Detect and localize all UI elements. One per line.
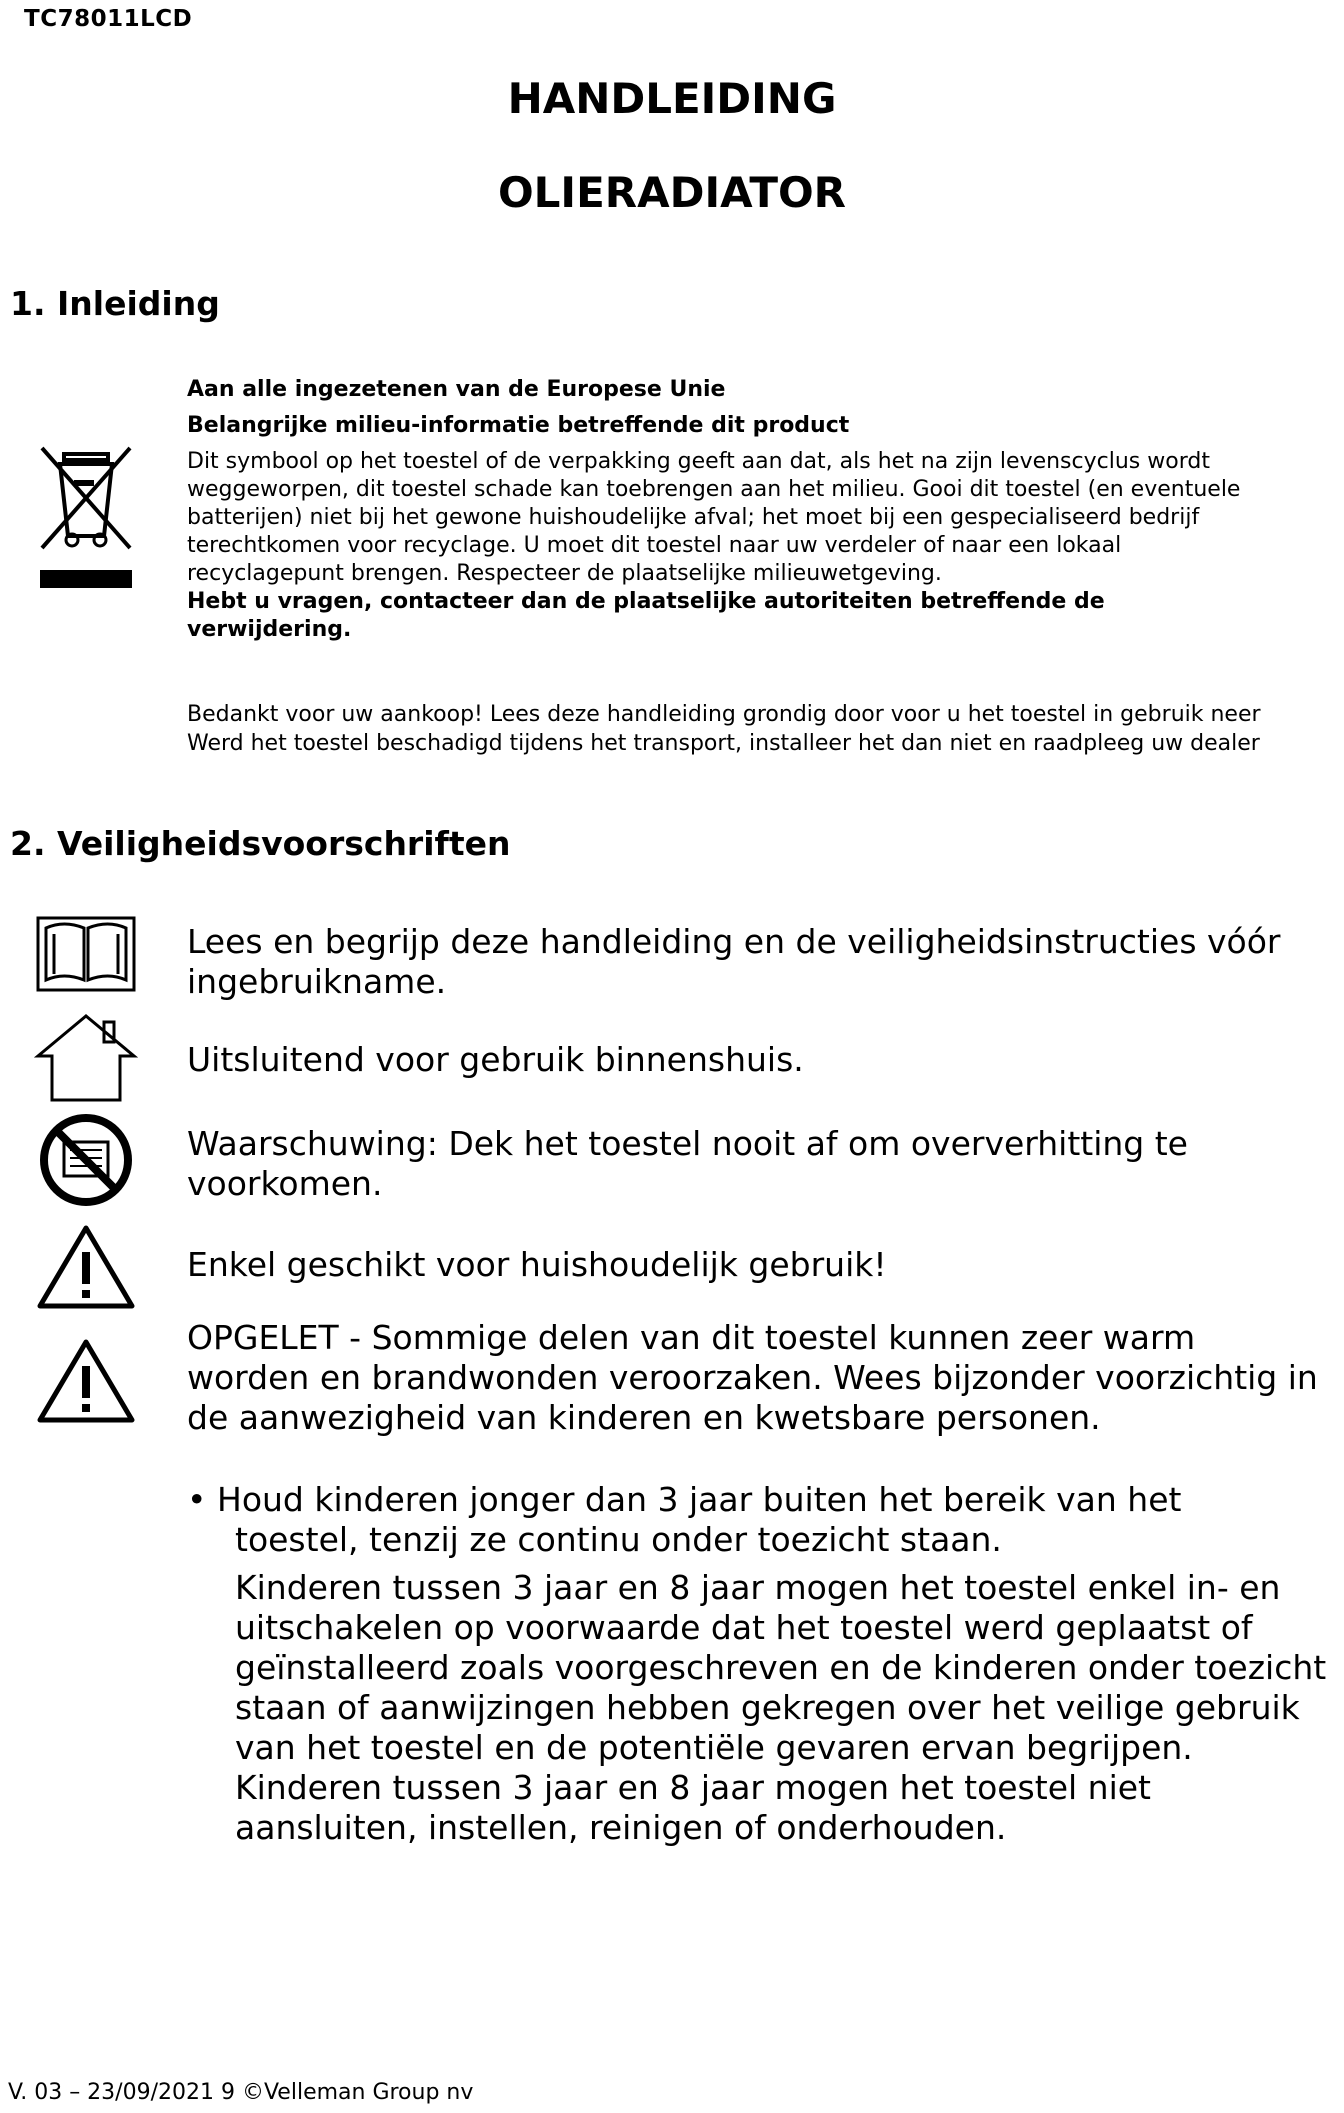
safety-item-indoor [187,1040,1327,1080]
safety-line: ingebruikname. [187,962,447,1001]
indoor-house-icon [34,1010,138,1106]
safety-item-do-not-cover [187,1124,1327,1204]
bullet-line: van het toestel en de potentiële gevaren ervan begrijpen. [235,1728,1193,1767]
safety-line: Enkel geschikt voor huishoudelijk gebruik! [187,1245,887,1284]
children-bullet [187,1480,1327,1848]
document-subtitle: OLIERADIATOR [497,168,847,217]
weee-questions-line: verwijdering. [187,617,352,642]
weee-body-line: Dit symbool op het toestel of de verpakking geeft aan dat, als het na zijn levenscyclus wordt [187,449,1210,474]
safety-item-household [187,1245,1327,1285]
bullet-line: staan of aanwijzingen hebben gekregen over het veilige gebruik [235,1688,1300,1727]
bullet-line: geïnstalleerd zoals voorgeschreven en de kinderen onder toezicht [235,1648,1327,1687]
bullet-line: toestel, tenzij ze continu onder toezicht staan. [235,1520,1002,1559]
weee-body-line: terechtkomen voor recyclage. U moet dit toestel naar uw verdeler of naar een lokaal [187,533,1122,558]
do-not-cover-icon [34,1112,138,1208]
document-title: HANDLEIDING [507,74,837,123]
section-2-heading: 2. Veiligheidsvoorschriften [10,824,511,863]
safety-line: Uitsluitend voor gebruik binnenshuis. [187,1040,804,1079]
thanks-line: Bedankt voor uw aankoop! Lees deze handleiding grondig door voor u het toestel in gebruik neer [187,702,1261,727]
weee-notice [187,376,1337,644]
weee-subtitle: Belangrijke milieu-informatie betreffende dit product [187,413,850,438]
bullet-dot: • [187,1480,207,1519]
safety-line: Lees en begrijp deze handleiding en de veiligheidsinstructies vóór [187,922,1281,961]
weee-questions-line: Hebt u vragen, contacteer dan de plaatselijke autoriteiten betreffende de [187,589,1105,614]
safety-item-hot-surface [187,1318,1327,1438]
page-footer: V. 03 – 23/09/2021 9 ©Velleman Group nv [8,2080,474,2105]
thanks-line: Werd het toestel beschadigd tijdens het transport, installeer het dan niet en raadpleeg uw dealer [187,731,1260,756]
weee-bin-icon [34,440,138,590]
section-1-heading: 1. Inleiding [10,284,220,323]
weee-body-line: weggeworpen, dit toestel schade kan toebrengen aan het milieu. Gooi dit toestel (en eventuele [187,477,1241,502]
safety-line: Waarschuwing: Dek het toestel nooit af om oververhitting te [187,1124,1188,1163]
safety-line: de aanwezigheid van kinderen en kwetsbare personen. [187,1398,1101,1437]
thanks-note [187,700,1337,758]
bullet-line: uitschakelen op voorwaarde dat het toestel werd geplaatst of [235,1608,1253,1647]
model-number: TC78011LCD [24,6,193,32]
safety-line: voorkomen. [187,1164,383,1203]
manual-book-icon [34,914,138,994]
safety-line: OPGELET - Sommige delen van dit toestel kunnen zeer warm [187,1318,1196,1357]
safety-item-read-manual [187,922,1327,1002]
bullet-line: Kinderen tussen 3 jaar en 8 jaar mogen het toestel enkel in- en [235,1568,1281,1607]
bullet-line: Houd kinderen jonger dan 3 jaar buiten het bereik van het [217,1480,1182,1519]
safety-line: worden en brandwonden veroorzaken. Wees bijzonder voorzichtig in [187,1358,1318,1397]
warning-triangle-icon [34,1336,138,1426]
warning-triangle-icon [34,1222,138,1312]
weee-title: Aan alle ingezetenen van de Europese Unie [187,377,726,402]
weee-body-line: batterijen) niet bij het gewone huishoudelijke afval; het moet bij een gespecialiseerd bedrijf [187,505,1200,530]
bullet-line: aansluiten, instellen, reinigen of onderhouden. [235,1808,1007,1847]
weee-body-line: recyclagepunt brengen. Respecteer de plaatselijke milieuwetgeving. [187,561,942,586]
bullet-line: Kinderen tussen 3 jaar en 8 jaar mogen het toestel niet [235,1768,1151,1807]
